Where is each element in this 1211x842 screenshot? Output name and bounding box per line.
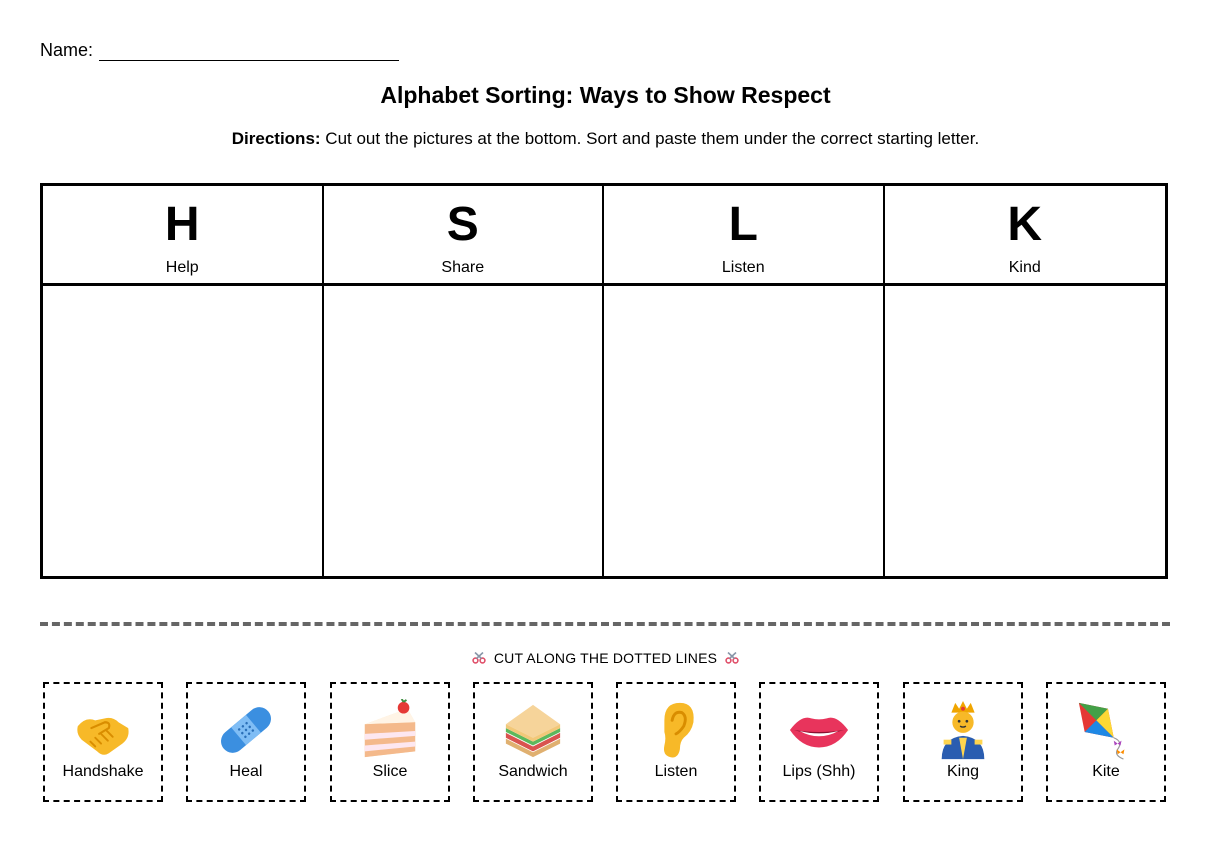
card-lips[interactable]	[759, 682, 879, 802]
card-kite[interactable]	[1046, 682, 1166, 802]
card-label: Lips (Shh)	[782, 763, 856, 780]
card-label: King	[946, 763, 980, 780]
king-icon	[932, 699, 994, 761]
column-letter: S	[446, 198, 479, 251]
cut-caption-text: CUT ALONG THE DOTTED LINES	[493, 650, 718, 666]
sorting-grid	[40, 183, 1168, 579]
card-heal[interactable]	[186, 682, 306, 802]
column-letter: H	[164, 198, 200, 251]
worksheet-title: Alphabet Sorting: Ways to Show Respect	[380, 82, 831, 108]
card-label: Kite	[1092, 763, 1120, 780]
column-letter: L	[728, 198, 758, 251]
sandwich-icon	[502, 699, 564, 761]
name-field	[40, 40, 399, 61]
lips-icon	[788, 699, 850, 761]
column-header-h	[43, 186, 324, 286]
card-label: Handshake	[62, 763, 144, 780]
scissors-icon	[472, 652, 486, 664]
column-word: Listen	[721, 259, 765, 276]
column-header-s	[324, 186, 605, 286]
card-sandwich[interactable]	[473, 682, 593, 802]
ear-icon	[645, 699, 707, 761]
card-slice[interactable]	[330, 682, 450, 802]
card-king[interactable]	[903, 682, 1023, 802]
cake-slice-icon	[359, 699, 421, 761]
column-letter: K	[1007, 198, 1043, 251]
card-handshake[interactable]	[43, 682, 163, 802]
cutout-cards	[43, 682, 1168, 802]
cut-caption	[0, 650, 1211, 666]
kite-icon	[1075, 699, 1137, 761]
directions-text: Cut out the pictures at the bottom. Sort and paste them under the correct starting letter.	[325, 129, 980, 148]
directions-label: Directions:	[231, 129, 321, 148]
scissors-icon	[725, 652, 739, 664]
card-label: Slice	[372, 763, 408, 780]
bandage-icon	[215, 699, 277, 761]
column-word: Kind	[1008, 259, 1041, 276]
column-word: Help	[165, 259, 199, 276]
paste-area-k[interactable]	[885, 286, 1166, 576]
card-label: Sandwich	[498, 763, 568, 780]
cut-line	[40, 622, 1170, 626]
card-label: Heal	[229, 763, 263, 780]
column-header-k	[885, 186, 1166, 286]
column-word: Share	[441, 259, 485, 276]
card-label: Listen	[654, 763, 698, 780]
card-listen[interactable]	[616, 682, 736, 802]
name-label: Name:	[40, 40, 94, 60]
handshake-icon	[72, 699, 134, 761]
column-header-l	[604, 186, 885, 286]
paste-area-s[interactable]	[324, 286, 605, 576]
paste-area-h[interactable]	[43, 286, 324, 576]
name-blank-line	[99, 44, 399, 61]
paste-area-l[interactable]	[604, 286, 885, 576]
directions	[0, 129, 1211, 149]
